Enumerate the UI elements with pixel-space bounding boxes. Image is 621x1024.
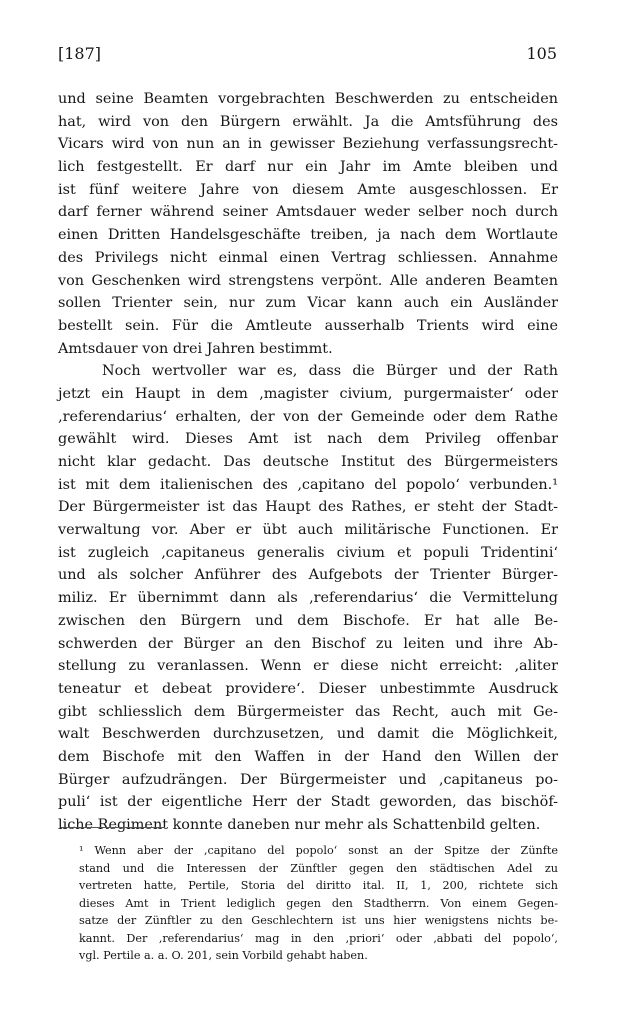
text-line: teneatur et debeat providere‘. Dieser unbestimmte Ausdruck bbox=[58, 680, 558, 697]
text-line: puli‘ ist der eigentliche Herr der Stadt geworden, das bischöf- bbox=[58, 794, 558, 811]
text-line: ‚referendarius‘ erhalten, der von der Gemeinde oder dem Rathe bbox=[58, 408, 558, 425]
text-line: Der Bürgermeister ist das Haupt des Rathes, er steht der Stadt- bbox=[58, 499, 558, 516]
footnote bbox=[61, 842, 558, 965]
text-line: nicht klar gedacht. Das deutsche Institut des Bürgermeisters bbox=[58, 454, 558, 470]
footnote-line: ¹ Wenn aber der ‚capitano del popolo‘ sonst an der Spitze der Zünfte bbox=[79, 844, 558, 857]
footnote-line: vertreten hatte, Pertile, Storia del diritto ital. II, 1, 200, richtete sich bbox=[79, 879, 558, 892]
footnote-line: satze der Zünftler zu den Geschlechtern ist uns hier wenigstens nichts be- bbox=[79, 914, 558, 927]
page-number: 105 bbox=[526, 44, 557, 63]
text-line: lich festgestellt. Er darf nur ein Jahr im Amte bleiben und bbox=[58, 159, 558, 176]
text-line: Vicars wird von nun an in gewisser Beziehung verfassungsrecht- bbox=[58, 136, 558, 153]
text-line: miliz. Er übernimmt dann als ‚referendarius‘ die Vermittelung bbox=[58, 590, 558, 607]
paragraph-1 bbox=[58, 88, 558, 360]
text-line: und als solcher Anführer des Aufgebots der Trienter Bürger- bbox=[58, 567, 558, 584]
page-reference: [187] bbox=[58, 44, 102, 63]
footnote-line: kannt. Der ‚referendarius‘ mag in den ‚priori‘ oder ‚abbati del popolo‘, bbox=[79, 931, 558, 945]
footnote-divider bbox=[61, 827, 165, 828]
text-line: Noch wertvoller war es, dass die Bürger und der Rath bbox=[102, 363, 558, 380]
text-line: gibt schliesslich dem Bürgermeister das Recht, auch mit Ge- bbox=[58, 703, 558, 720]
text-line: zwischen den Bürgern und dem Bischofe. Er hat alle Be- bbox=[58, 612, 558, 629]
paragraph-2 bbox=[58, 360, 558, 836]
footnote-line: vgl. Pertile a. a. O. 201, sein Vorbild gehabt haben. bbox=[79, 949, 368, 962]
text-line: des Privilegs nicht einmal einen Vertrag schliessen. Annahme bbox=[58, 249, 558, 266]
text-line: Amtsdauer von drei Jahren bestimmt. bbox=[58, 340, 333, 357]
footnote-line: dieses Amt in Trient lediglich gegen den Stadtherrn. Von einem Gegen- bbox=[79, 896, 558, 910]
text-line: gewählt wird. Dieses Amt ist nach dem Privileg offenbar bbox=[58, 431, 558, 448]
text-line: jetzt ein Haupt in dem ‚magister civium, purgermaister‘ oder bbox=[58, 385, 558, 402]
text-line: von Geschenken wird strengstens verpönt. Alle anderen Beamten bbox=[58, 272, 558, 289]
text-line: verwaltung vor. Aber er übt auch militärische Functionen. Er bbox=[58, 522, 558, 539]
text-line: liche Regiment konnte daneben nur mehr als Schattenbild gelten. bbox=[58, 817, 541, 833]
main-text bbox=[58, 88, 558, 837]
text-line: darf ferner während seiner Amtsdauer weder selber noch durch bbox=[58, 204, 558, 221]
text-line: walt Beschwerden durchzusetzen, und damit die Möglichkeit, bbox=[58, 726, 558, 743]
text-line: ist zugleich ‚capitaneus generalis civium et populi Tridentini‘ bbox=[58, 544, 558, 561]
text-line: stellung zu veranlassen. Wenn er diese nicht erreicht: ‚aliter bbox=[58, 658, 558, 675]
text-line: und seine Beamten vorgebrachten Beschwerden zu entscheiden bbox=[58, 91, 558, 107]
text-line: schwerden der Bürger an den Bischof zu leiten und ihre Ab- bbox=[58, 635, 558, 652]
text-line: ist fünf weitere Jahre von diesem Amte ausgeschlossen. Er bbox=[58, 181, 558, 198]
text-line: bestellt sein. Für die Amtleute ausserhalb Trients wird eine bbox=[58, 317, 558, 334]
text-line: hat, wird von den Bürgern erwählt. Ja die Amtsführung des bbox=[58, 113, 558, 130]
text-line: dem Bischofe mit den Waffen in der Hand den Willen der bbox=[58, 748, 558, 765]
text-line: Bürger aufzudrängen. Der Bürgermeister und ‚capitaneus po- bbox=[58, 771, 558, 788]
text-line: einen Dritten Handelsgeschäfte treiben, ja nach dem Wortlaute bbox=[58, 227, 558, 244]
footnote-line: stand und die Interessen der Zünftler gegen den städtischen Adel zu bbox=[79, 861, 558, 875]
text-line: sollen Trienter sein, nur zum Vicar kann auch ein Ausländer bbox=[58, 295, 558, 312]
text-line: ist mit dem italienischen des ‚capitano del popolo‘ verbunden.¹ bbox=[58, 476, 558, 493]
